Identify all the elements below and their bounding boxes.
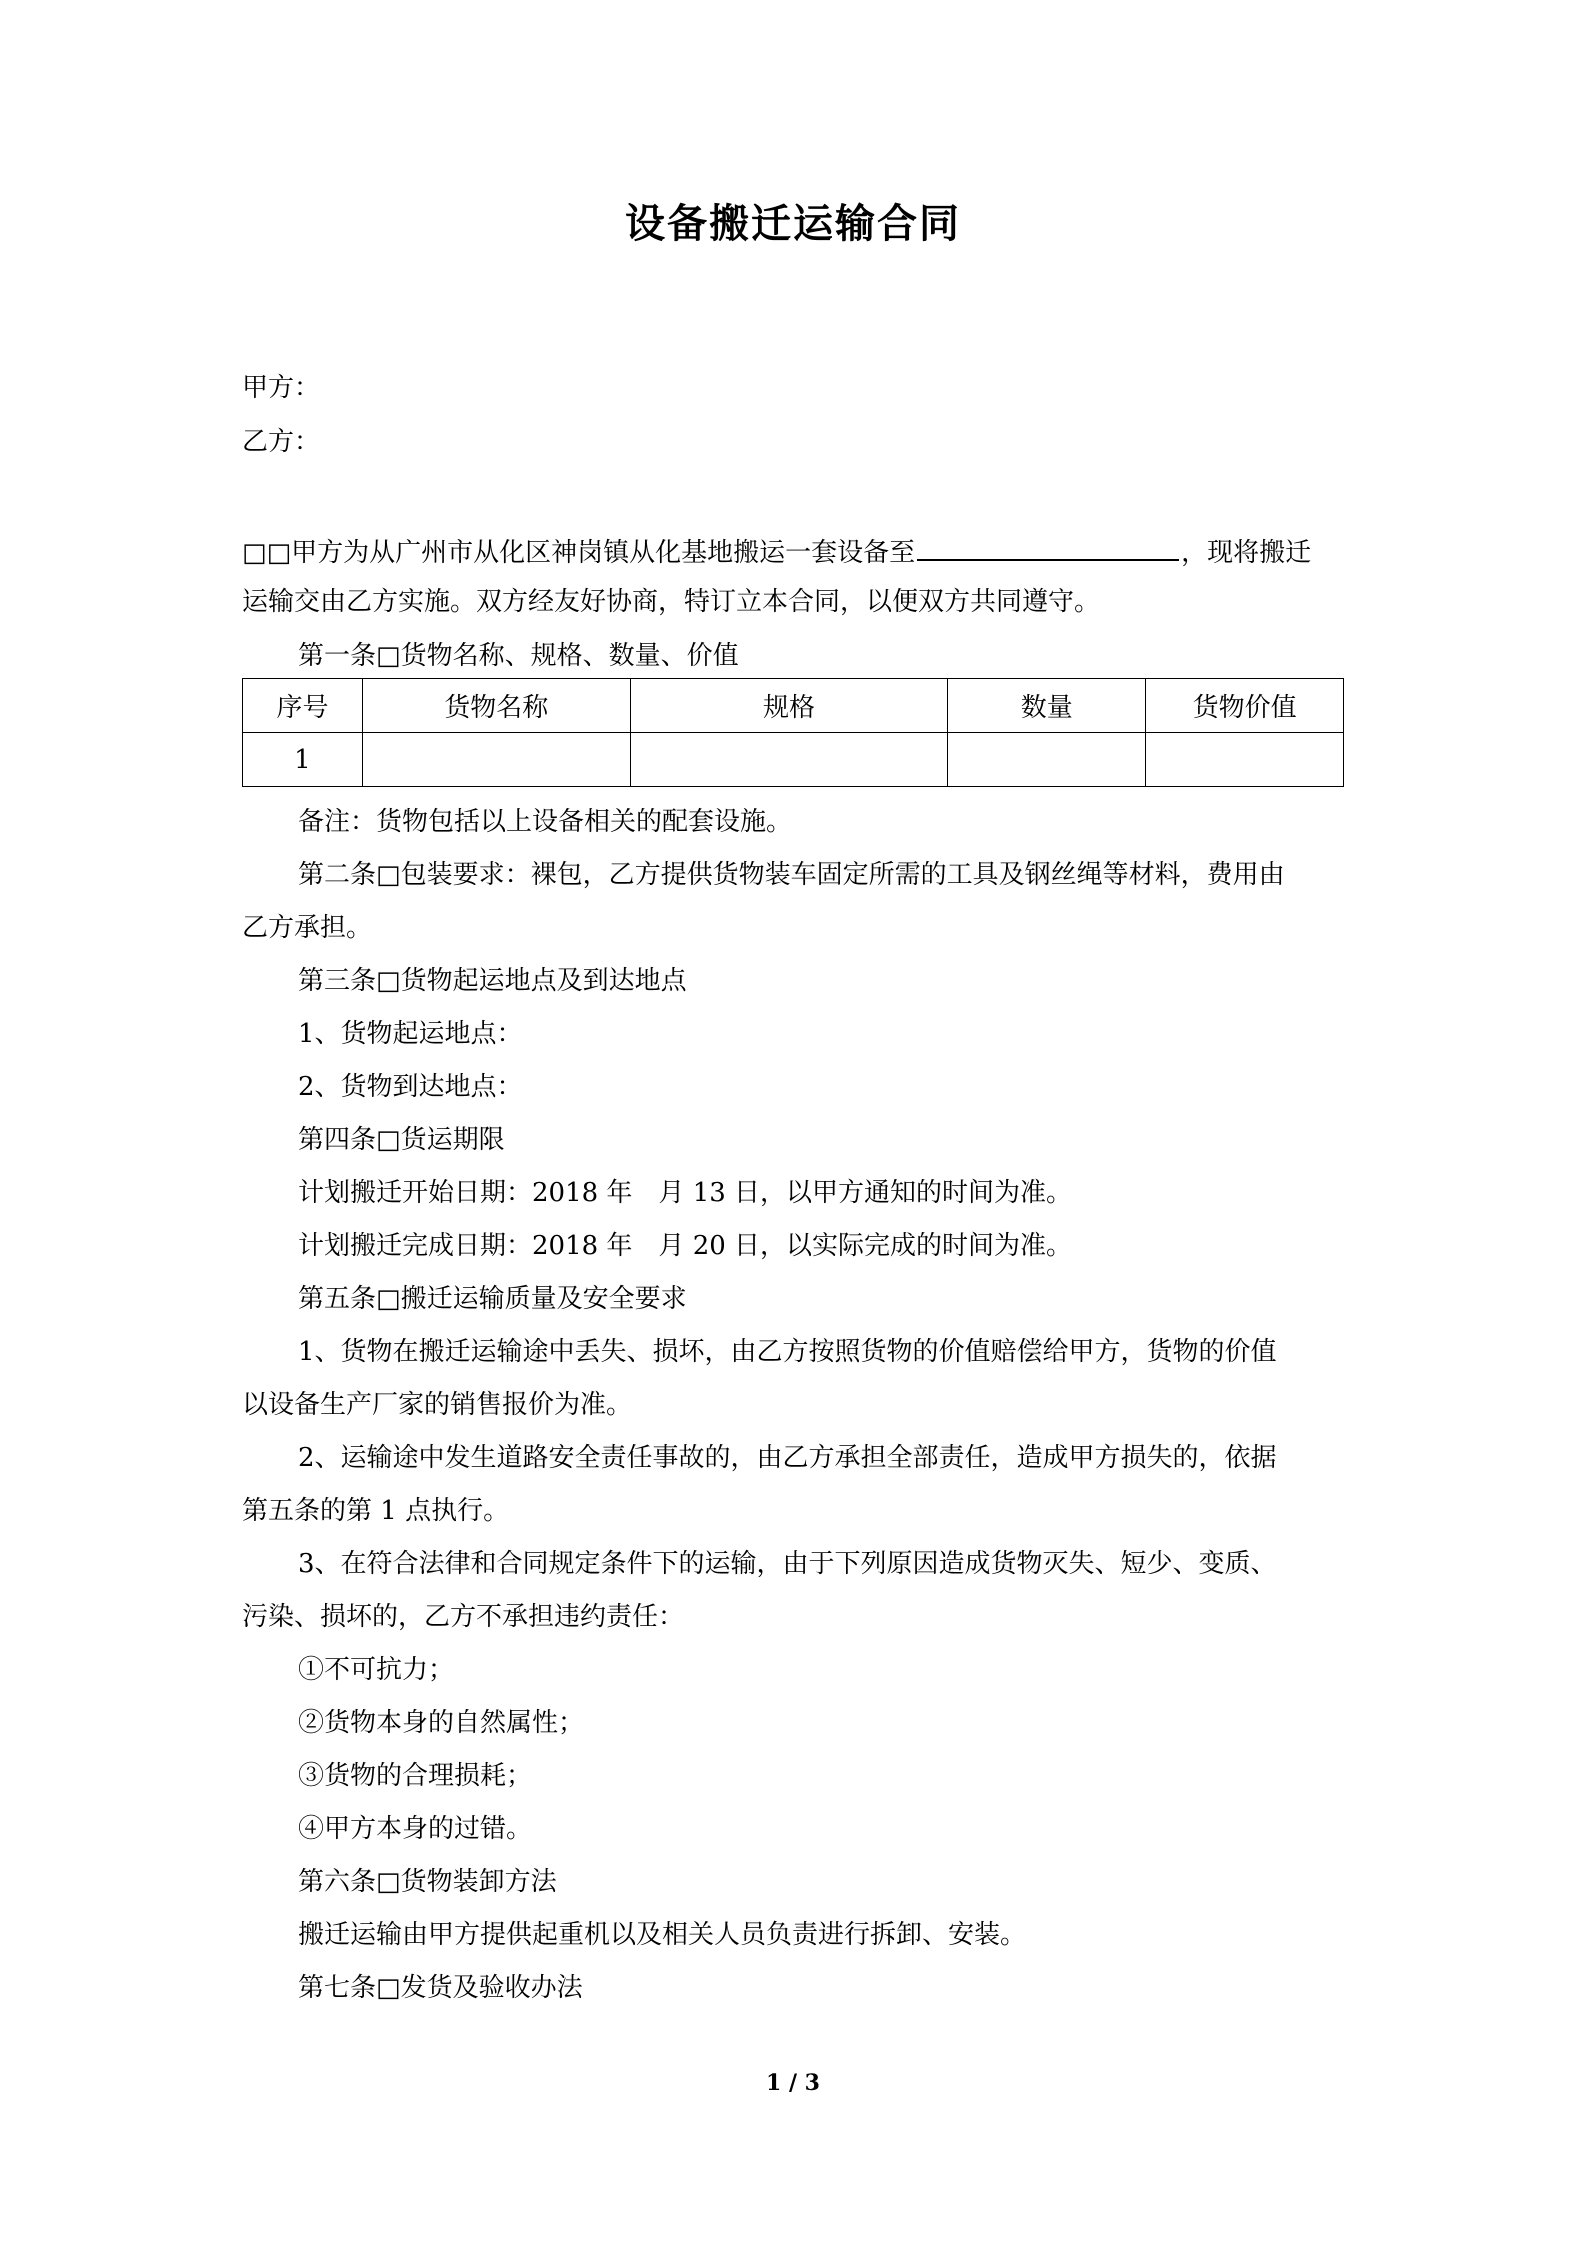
destination-blank: [917, 535, 1179, 561]
intro-text-start: □□甲方为从广州市从化区神岗镇从化基地搬运一套设备至: [242, 538, 916, 568]
article-5-sub-item-3: ③货物的合理损耗；: [298, 1761, 533, 1791]
article-7-heading: 第七条□发货及验收办法: [298, 1973, 583, 2003]
article-5-item-3-line-1: 3、在符合法律和合同规定条件下的运输，由于下列原因造成货物灭失、短少、变质、: [298, 1549, 1277, 1579]
article-1-heading: 第一条□货物名称、规格、数量、价值: [298, 641, 739, 671]
goods-table: [242, 678, 1344, 787]
intro-text-end: ，现将搬迁: [1181, 538, 1312, 568]
cell-serial: 1: [243, 733, 363, 787]
article-5-item-3-line-2: 污染、损坏的，乙方不承担违约责任：: [242, 1602, 685, 1632]
article-5-sub-item-1: ①不可抗力；: [298, 1655, 455, 1685]
page-number: 1 / 3: [766, 2070, 820, 2096]
contract-title: 设备搬迁运输合同: [625, 201, 961, 247]
intro-line-2: 运输交由乙方实施。双方经友好协商，特订立本合同，以便双方共同遵守。: [242, 587, 1101, 617]
article-6-text: 搬迁运输由甲方提供起重机以及相关人员负责进行拆卸、安装。: [298, 1920, 1027, 1950]
header-goods-name: 货物名称: [362, 679, 630, 733]
table-header-row: [243, 679, 1344, 733]
article-3-item-1: 1、货物起运地点：: [298, 1019, 523, 1049]
article-5-heading: 第五条□搬迁运输质量及安全要求: [298, 1284, 687, 1314]
header-spec: 规格: [630, 679, 948, 733]
article-2-line-2: 乙方承担。: [242, 913, 373, 943]
intro-line-1: [242, 535, 1311, 568]
article-4-end-date: 计划搬迁完成日期：2018 年 月 20 日，以实际完成的时间为准。: [298, 1231, 1073, 1261]
header-value: 货物价值: [1146, 679, 1344, 733]
article-4-heading: 第四条□货运期限: [298, 1125, 505, 1155]
header-serial: 序号: [243, 679, 363, 733]
remark-text: 备注：货物包括以上设备相关的配套设施。: [298, 807, 793, 837]
article-3-item-2: 2、货物到达地点：: [298, 1072, 523, 1102]
article-5-item-1-line-2: 以设备生产厂家的销售报价为准。: [242, 1390, 633, 1420]
article-2-line-1: 第二条□包装要求：裸包，乙方提供货物装车固定所需的工具及钢丝绳等材料，费用由: [298, 860, 1285, 890]
article-3-heading: 第三条□货物起运地点及到达地点: [298, 966, 687, 996]
cell-value: [1146, 733, 1344, 787]
article-5-item-2-line-1: 2、运输途中发生道路安全责任事故的，由乙方承担全部责任，造成甲方损失的，依据: [298, 1443, 1277, 1473]
cell-quantity: [948, 733, 1146, 787]
table-row: [243, 733, 1344, 787]
header-quantity: 数量: [948, 679, 1146, 733]
party-b-label: 乙方：: [242, 427, 321, 457]
cell-goods-name: [362, 733, 630, 787]
article-5-sub-item-4: ④甲方本身的过错。: [298, 1814, 533, 1844]
article-5-item-1-line-1: 1、货物在搬迁运输途中丢失、损坏，由乙方按照货物的价值赔偿给甲方，货物的价值: [298, 1337, 1277, 1367]
party-a-label: 甲方：: [242, 373, 321, 403]
article-4-start-date: 计划搬迁开始日期：2018 年 月 13 日，以甲方通知的时间为准。: [298, 1178, 1073, 1208]
article-5-item-2-line-2: 第五条的第 1 点执行。: [242, 1496, 510, 1526]
article-6-heading: 第六条□货物装卸方法: [298, 1867, 557, 1897]
cell-spec: [630, 733, 948, 787]
article-5-sub-item-2: ②货物本身的自然属性；: [298, 1708, 585, 1738]
